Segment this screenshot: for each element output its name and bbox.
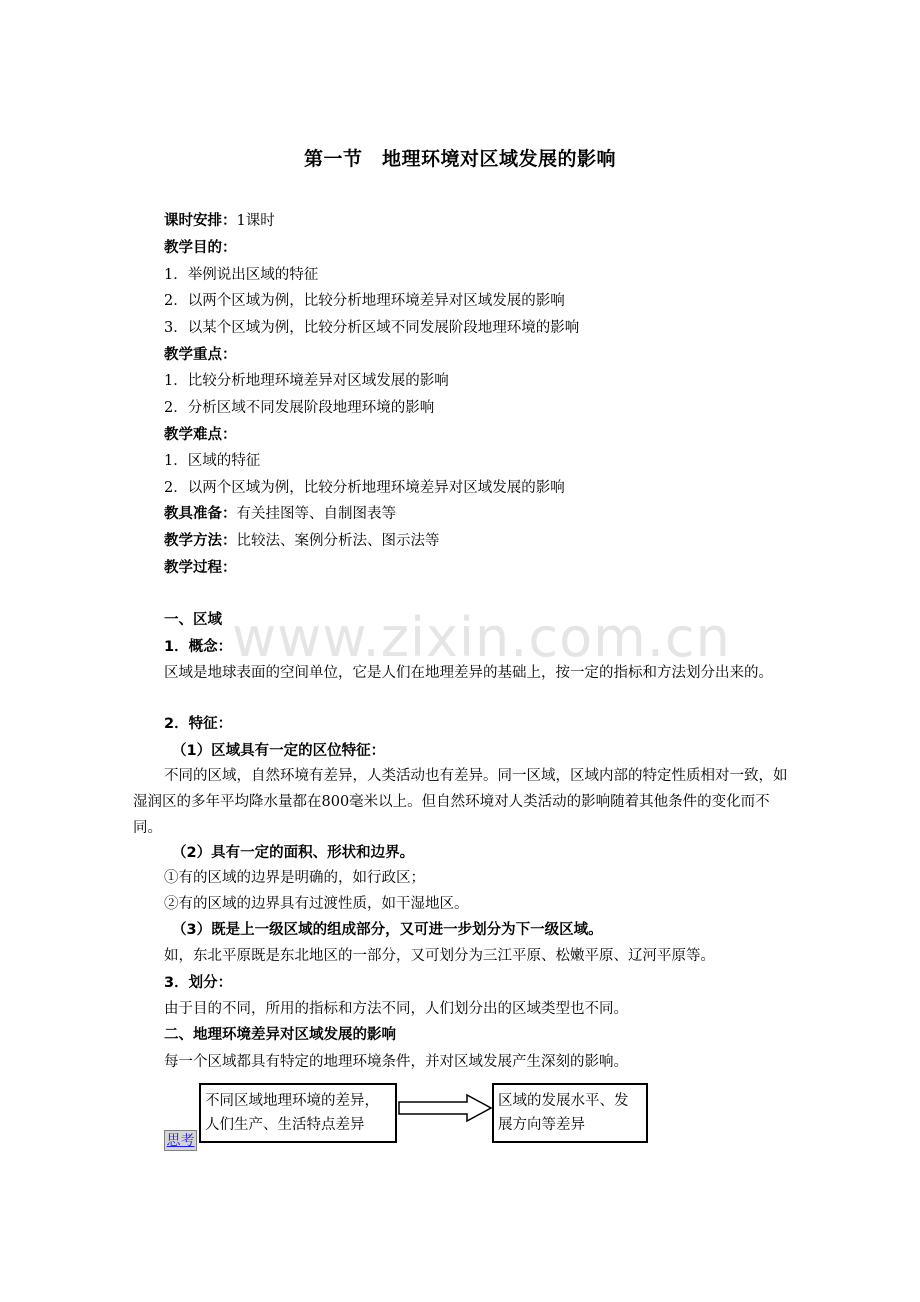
- page-title: 第一节 地理环境对区域发展的影响: [303, 148, 616, 170]
- tools-label: 教具准备：: [164, 506, 237, 522]
- division-heading: 3．划分：: [164, 975, 233, 991]
- think-link[interactable]: 思考: [164, 1130, 197, 1151]
- arrow-right-icon: [397, 1093, 495, 1123]
- tools-line: [164, 504, 396, 524]
- effect-box: [492, 1083, 648, 1143]
- process-label: 教学过程：: [164, 560, 237, 576]
- feature1-heading: （1）区域具有一定的区位特征：: [172, 743, 386, 759]
- cause-box-line: 不同区域地理环境的差异，: [205, 1093, 379, 1109]
- objectives-label: 教学目的：: [164, 240, 237, 256]
- effect-box-line: 展方向等差异: [498, 1117, 585, 1133]
- watermark: www.zixin.com.cn: [232, 606, 731, 669]
- objective-item: 2．以两个区域为例，比较分析地理环境差异对区域发展的影响: [164, 293, 565, 309]
- division-text: 由于目的不同，所用的指标和方法不同，人们划分出的区域类型也不同。: [164, 1001, 628, 1017]
- concept-heading: 1．概念：: [164, 639, 233, 655]
- feature2-item: ②有的区域的边界具有过渡性质，如干湿地区。: [164, 896, 469, 912]
- feature1-text: 不同的区域，自然环境有差异，人类活动也有差异。同一区域，区域内部的特定性质相对一致，如湿润区的多年平均降水量都在800毫米以上。但自然环境对人类活动的影响随着其他条件的变化而不同。: [133, 768, 788, 836]
- methods-label: 教学方法：: [164, 533, 237, 549]
- section2-intro: 每一个区域都具有特定的地理环境条件，并对区域发展产生深刻的影响。: [164, 1054, 628, 1070]
- difficulty-item: 1．区域的特征: [164, 453, 261, 469]
- objective-item: 3．以某个区域为例，比较分析区域不同发展阶段地理环境的影响: [164, 320, 580, 336]
- schedule-line: [164, 211, 275, 231]
- key-point-item: 1．比较分析地理环境差异对区域发展的影响: [164, 373, 449, 389]
- effect-box-line: 区域的发展水平、发: [498, 1093, 629, 1109]
- section2-heading: 二、地理环境差异对区域发展的影响: [164, 1027, 396, 1043]
- feature2-heading: （2）具有一定的面积、形状和边界。: [172, 845, 415, 861]
- features-heading: 2．特征：: [164, 716, 233, 732]
- key-points-label: 教学重点：: [164, 347, 237, 363]
- concept-text: 区域是地球表面的空间单位，它是人们在地理差异的基础上，按一定的指标和方法划分出来的。: [164, 665, 773, 681]
- schedule-value: 1课时: [236, 213, 275, 229]
- cause-box-line: 人们生产、生活特点差异: [205, 1117, 365, 1133]
- objective-item: 1．举例说出区域的特征: [164, 267, 319, 283]
- schedule-label: 课时安排：: [164, 213, 237, 229]
- methods-line: [164, 531, 440, 551]
- feature2-item: ①有的区域的边界是明确的，如行政区；: [164, 870, 425, 886]
- difficulties-label: 教学难点：: [164, 427, 237, 443]
- section1-heading: 一、区域: [164, 612, 222, 628]
- feature3-text: 如，东北平原既是东北地区的一部分，又可划分为三江平原、松嫩平原、辽河平原等。: [164, 948, 715, 964]
- methods-value: 比较法、案例分析法、图示法等: [236, 533, 440, 549]
- difficulty-item: 2．以两个区域为例，比较分析地理环境差异对区域发展的影响: [164, 480, 565, 496]
- key-point-item: 2．分析区域不同发展阶段地理环境的影响: [164, 400, 435, 416]
- cause-box: [199, 1083, 397, 1143]
- tools-value: 有关挂图等、自制图表等: [236, 506, 396, 522]
- feature3-heading: （3）既是上一级区域的组成部分，又可进一步划分为下一级区域。: [172, 922, 603, 938]
